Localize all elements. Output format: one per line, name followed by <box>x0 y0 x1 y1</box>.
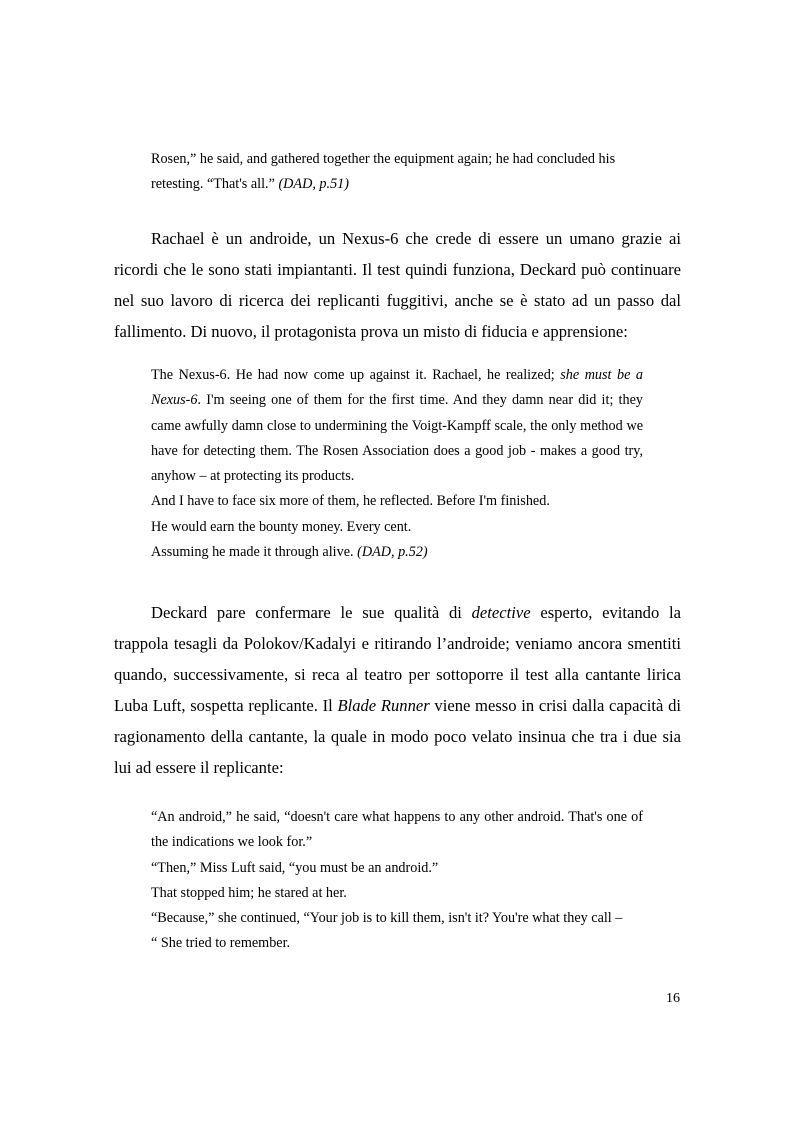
quote-italic: she must be a Nexus-6 <box>151 367 643 409</box>
quote-text: Assuming he made it through alive. <box>151 544 358 561</box>
quote-text: The Nexus-6. He had now come up against it. Rachael, he realized; <box>151 367 561 383</box>
body-italic: detective <box>471 603 531 622</box>
citation: (DAD, p.52) <box>357 544 428 561</box>
quote-line <box>151 172 643 197</box>
citation: (DAD, p.51) <box>278 176 349 193</box>
quote-paragraph: “Because,” she continued, “Your job is to kill them, isn't it? You're what they call – <box>151 910 623 927</box>
quote-line: Rosen,” he said, and gathered together the equipment again; he had concluded his <box>151 151 616 167</box>
quote-block-luft <box>151 805 643 957</box>
quote-paragraph: “Then,” Miss Luft said, “you must be an android.” <box>151 859 439 876</box>
quote-paragraph: “ She tried to remember. <box>151 935 291 952</box>
quote-block-rosen <box>151 147 643 198</box>
page-number: 16 <box>666 991 680 1006</box>
quote-paragraph <box>151 540 643 565</box>
quote-block-nexus6 <box>151 363 643 565</box>
body-italic: Blade Runner <box>337 695 430 715</box>
quote-paragraph: And I have to face six more of them, he reflected. Before I'm finished. <box>151 493 550 510</box>
quote-paragraph: That stopped him; he stared at her. <box>151 884 347 901</box>
body-paragraph-deckard <box>114 598 681 783</box>
quote-text: . I'm seeing one of them for the first time. And they damn near did it; they came awfully damn close to undermining the Voigt-Kampff scale, the only method we have for detecting them. The Rosen Association does a good job - makes a good try, anyhow – at protecting its products. <box>151 392 643 485</box>
quote-paragraph: “An android,” he said, “doesn't care what happens to any other android. That's one of the indications we look for.” <box>151 809 643 851</box>
body-text: viene messo in crisi dalla capacità di ragionamento della cantante, la quale in modo poco velato insinua che tra i due sia lui ad essere il replicante: <box>114 695 681 777</box>
quote-paragraph <box>151 363 643 489</box>
body-text: esperto, evitando la trappola tesagli da Polokov/Kadalyi e ritirando l’androide; veniamo ancora smentiti quando, successivamente, si reca al teatro per sottoporre il test alla cantante lirica Luba Luft, sospetta replicante. Il <box>114 603 681 715</box>
quote-text: retesting. “That's all.” <box>151 176 279 193</box>
quote-paragraph: He would earn the bounty money. Every cent. <box>151 518 412 535</box>
body-text: Deckard pare confermare le sue qualità di <box>151 603 472 622</box>
body-paragraph-rachael: Rachael è un androide, un Nexus-6 che crede di essere un umano grazie ai ricordi che le sono stati impiantanti. Il test quindi funziona, Deckard può continuare nel suo lavoro di ricerca dei replicanti fuggitivi, anche se è stato ad un passo dal fallimento. Di nuovo, il protagonista prova un misto di fiducia e apprensione: <box>114 229 681 341</box>
